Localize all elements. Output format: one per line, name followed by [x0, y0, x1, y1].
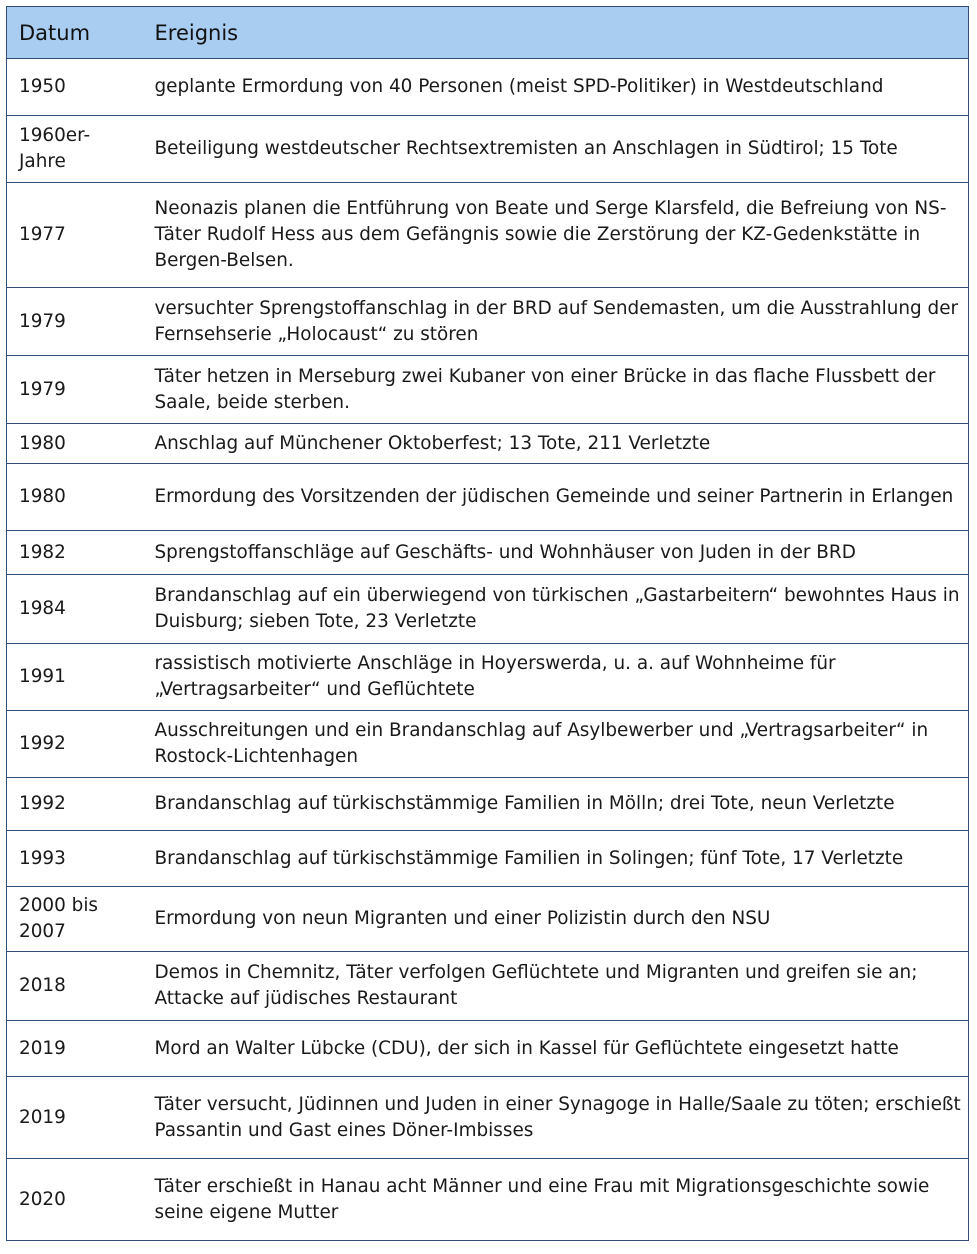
date-cell: 1979	[7, 356, 142, 424]
event-cell: Täter erschießt in Hanau acht Männer und eine Frau mit Migrationsgeschichte sowie seine eigene Mutter	[142, 1159, 969, 1241]
table-row	[7, 183, 969, 288]
event-cell: rassistisch motivierte Anschläge in Hoyerswerda, u. a. auf Wohnheime für „Vertragsarbeiter“ und Geflüchtete	[142, 644, 969, 711]
event-cell: Brandanschlag auf ein überwiegend von türkischen „Gastarbeitern“ bewohntes Haus in Duisburg; sieben Tote, 23 Verletzte	[142, 575, 969, 644]
table-row	[7, 778, 969, 831]
event-cell: Mord an Walter Lübcke (CDU), der sich in Kassel für Geflüchtete eingesetzt hatte	[142, 1021, 969, 1077]
event-cell: Brandanschlag auf türkischstämmige Familien in Mölln; drei Tote, neun Verletzte	[142, 778, 969, 831]
date-cell: 1982	[7, 531, 142, 575]
event-cell: geplante Ermordung von 40 Personen (meist SPD-Politiker) in Westdeutschland	[154, 76, 884, 97]
date-cell: 1960er-Jahre	[7, 116, 142, 183]
events-table	[6, 6, 969, 1241]
date-cell: 1980	[7, 424, 142, 464]
date-cell: 1950	[19, 76, 66, 97]
date-cell: 2020	[7, 1159, 142, 1241]
table-row	[7, 356, 969, 424]
event-cell: Ermordung des Vorsitzenden der jüdischen Gemeinde und seiner Partnerin in Erlangen	[142, 464, 969, 531]
table-row	[7, 531, 969, 575]
header-event: Ereignis	[142, 7, 969, 59]
event-cell: Sprengstoffanschläge auf Geschäfts- und Wohnhäuser von Juden in der BRD	[142, 531, 969, 575]
table-row	[7, 288, 969, 356]
header-date: Datum	[7, 7, 142, 59]
event-cell: Neonazis planen die Entführung von Beate und Serge Klarsfeld, die Befreiung von NS-Täter Rudolf Hess aus dem Gefängnis sowie die Zerstörung der KZ-Gedenkstätte in Bergen-Belsen.	[142, 183, 969, 288]
table-row	[7, 464, 969, 531]
table-row	[7, 1021, 969, 1077]
event-cell: Täter hetzen in Merseburg zwei Kubaner von einer Brücke in das flache Flussbett der Saale, beide sterben.	[142, 356, 969, 424]
table-row	[7, 1159, 969, 1241]
date-cell: 1991	[7, 644, 142, 711]
date-cell: 1992	[7, 711, 142, 778]
table-row	[7, 116, 969, 183]
table-row	[7, 644, 969, 711]
date-cell: 2019	[7, 1021, 142, 1077]
event-cell: versuchter Sprengstoffanschlag in der BRD auf Sendemasten, um die Ausstrahlung der Fernsehserie „Holocaust“ zu stören	[142, 288, 969, 356]
event-cell: Brandanschlag auf türkischstämmige Familien in Solingen; fünf Tote, 17 Verletzte	[142, 831, 969, 887]
header-row	[7, 7, 969, 59]
event-cell: Täter versucht, Jüdinnen und Juden in einer Synagoge in Halle/Saale zu töten; erschießt Passantin und Gast eines Döner-Imbisses	[142, 1077, 969, 1159]
table-row	[7, 1077, 969, 1159]
event-cell: Demos in Chemnitz, Täter verfolgen Geflüchtete und Migranten und greifen sie an; Attacke auf jüdisches Restaurant	[142, 952, 969, 1021]
date-cell: 1992	[7, 778, 142, 831]
date-cell: 1993	[7, 831, 142, 887]
event-cell: Beteiligung westdeutscher Rechtsextremisten an Anschlagen in Südtirol; 15 Tote	[142, 116, 969, 183]
date-cell: 1979	[7, 288, 142, 356]
table-row	[7, 831, 969, 887]
table-row	[7, 887, 969, 952]
table-row	[7, 59, 969, 116]
date-cell: 2019	[7, 1077, 142, 1159]
table-row	[7, 424, 969, 464]
date-cell: 1980	[7, 464, 142, 531]
table-row	[7, 711, 969, 778]
event-cell: Anschlag auf Münchener Oktoberfest; 13 Tote, 211 Verletzte	[142, 424, 969, 464]
table-row	[7, 952, 969, 1021]
date-cell: 2018	[7, 952, 142, 1021]
event-cell: Ermordung von neun Migranten und einer Polizistin durch den NSU	[142, 887, 969, 952]
date-cell: 1984	[7, 575, 142, 644]
date-cell: 1977	[7, 183, 142, 288]
date-cell: 2000 bis 2007	[7, 887, 142, 952]
table-row	[7, 575, 969, 644]
event-cell: Ausschreitungen und ein Brandanschlag auf Asylbewerber und „Vertragsarbeiter“ in Rostock-Lichtenhagen	[142, 711, 969, 778]
